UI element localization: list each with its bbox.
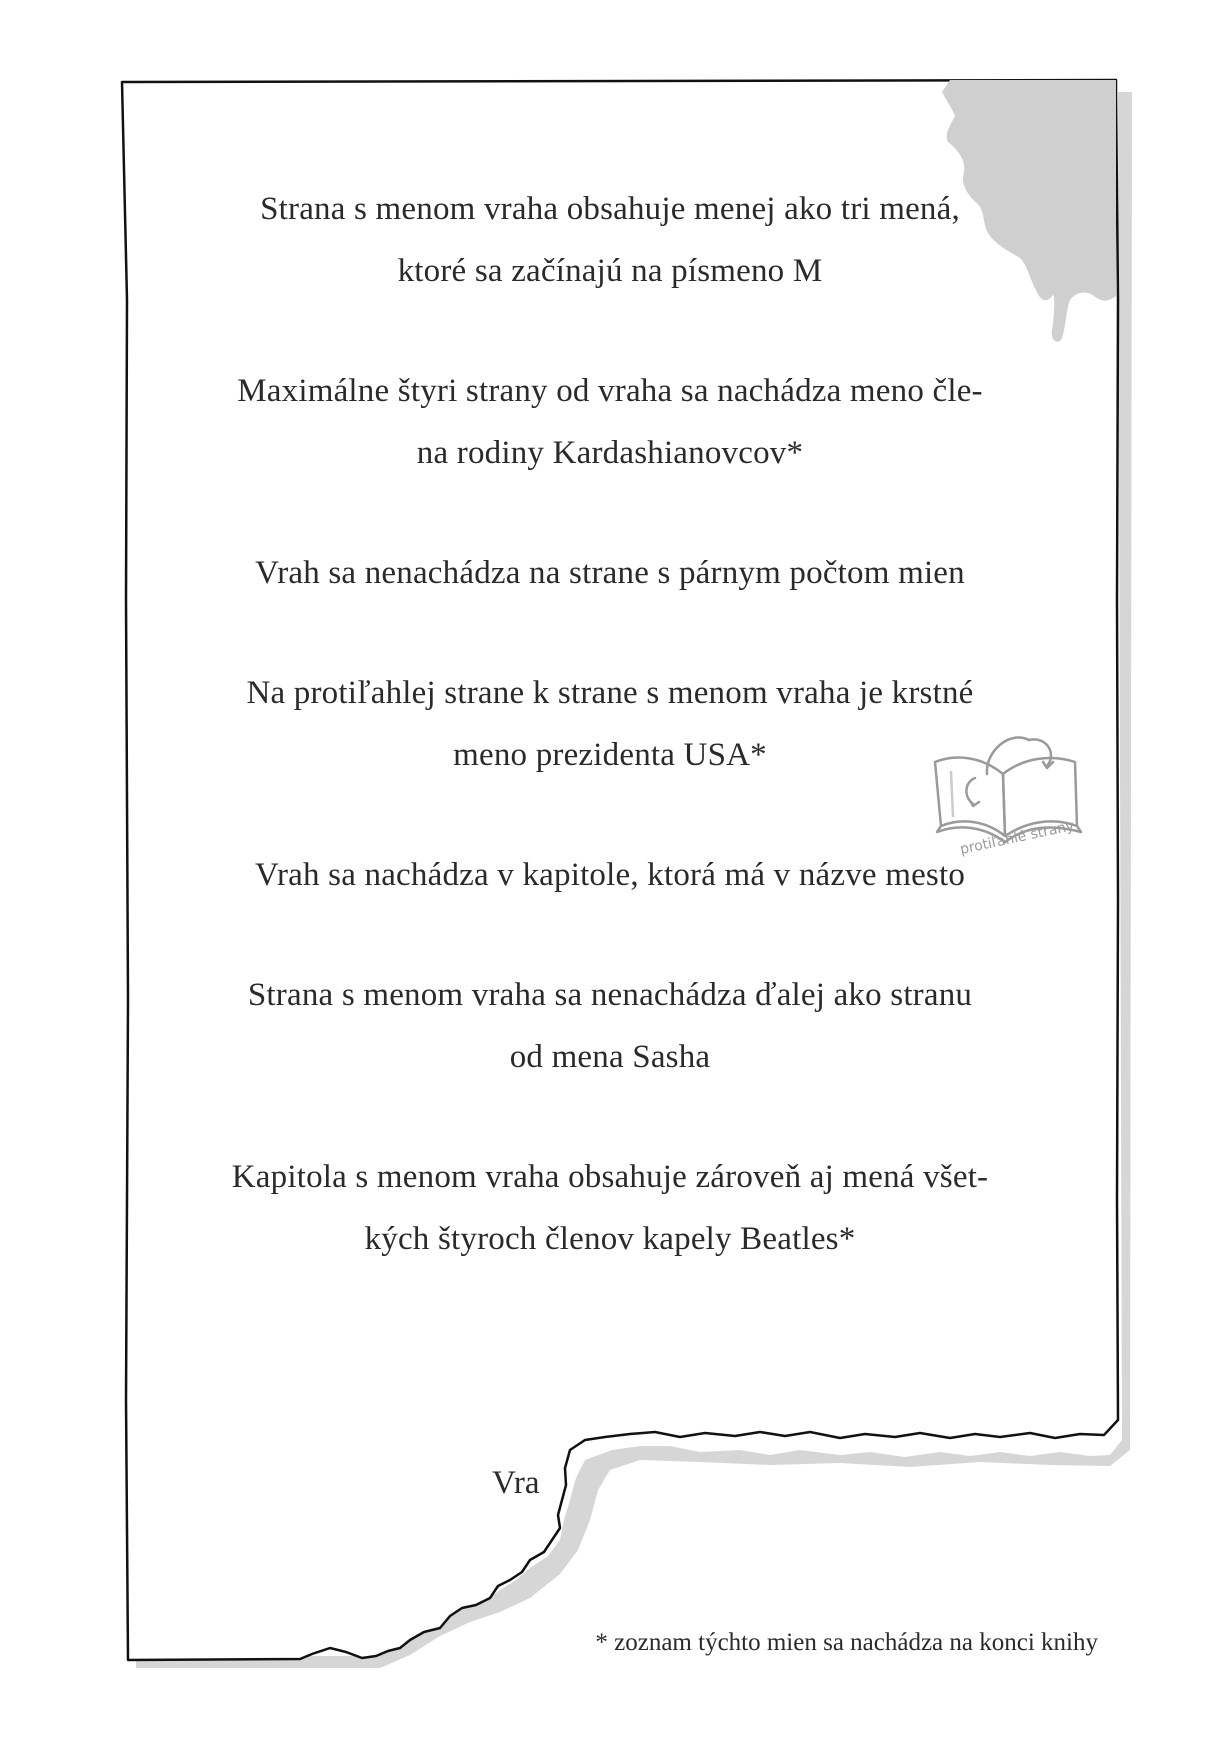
torn-word: Vra (492, 1465, 540, 1501)
clue-item (150, 178, 1070, 302)
clue-line: Kapitola s menom vraha obsahuje zároveň aj mená všet- (231, 1159, 989, 1195)
clue-line: Strana s menom vraha sa nenachádza ďalej ako stranu (247, 977, 973, 1013)
clue-item (150, 360, 1070, 484)
clue-line: Vrah sa nenachádza na strane s párnym počtom mien (255, 555, 965, 591)
clue-line: meno prezidenta USA* (453, 737, 767, 773)
clue-line: Maximálne štyri strany od vraha sa nachádza meno čle- (237, 373, 983, 409)
clue-line: kých štyroch členov kapely Beatles* (364, 1221, 856, 1257)
clue-item (150, 1146, 1070, 1270)
clue-line: ktoré sa začínajú na písmeno M (397, 253, 823, 289)
clue-line: od mena Sasha (509, 1039, 711, 1075)
open-book-icon (925, 716, 1101, 876)
clue-line: na rodiny Kardashianovcov* (416, 435, 804, 471)
clue-item (150, 542, 1070, 604)
clue-line: Vrah sa nachádza v kapitole, ktorá má v názve mesto (254, 857, 966, 893)
clue-line: Strana s menom vraha obsahuje menej ako tri mená, (260, 191, 960, 227)
clue-line: Na protiľahlej strane k strane s menom vraha je krstné (246, 675, 974, 711)
opposite-pages-stamp (925, 716, 1101, 876)
stamp-label: protiľahlé strany (958, 818, 1076, 858)
footnote: * zoznam týchto mien sa nachádza na konci knihy (595, 1629, 1098, 1656)
clue-item (150, 964, 1070, 1088)
